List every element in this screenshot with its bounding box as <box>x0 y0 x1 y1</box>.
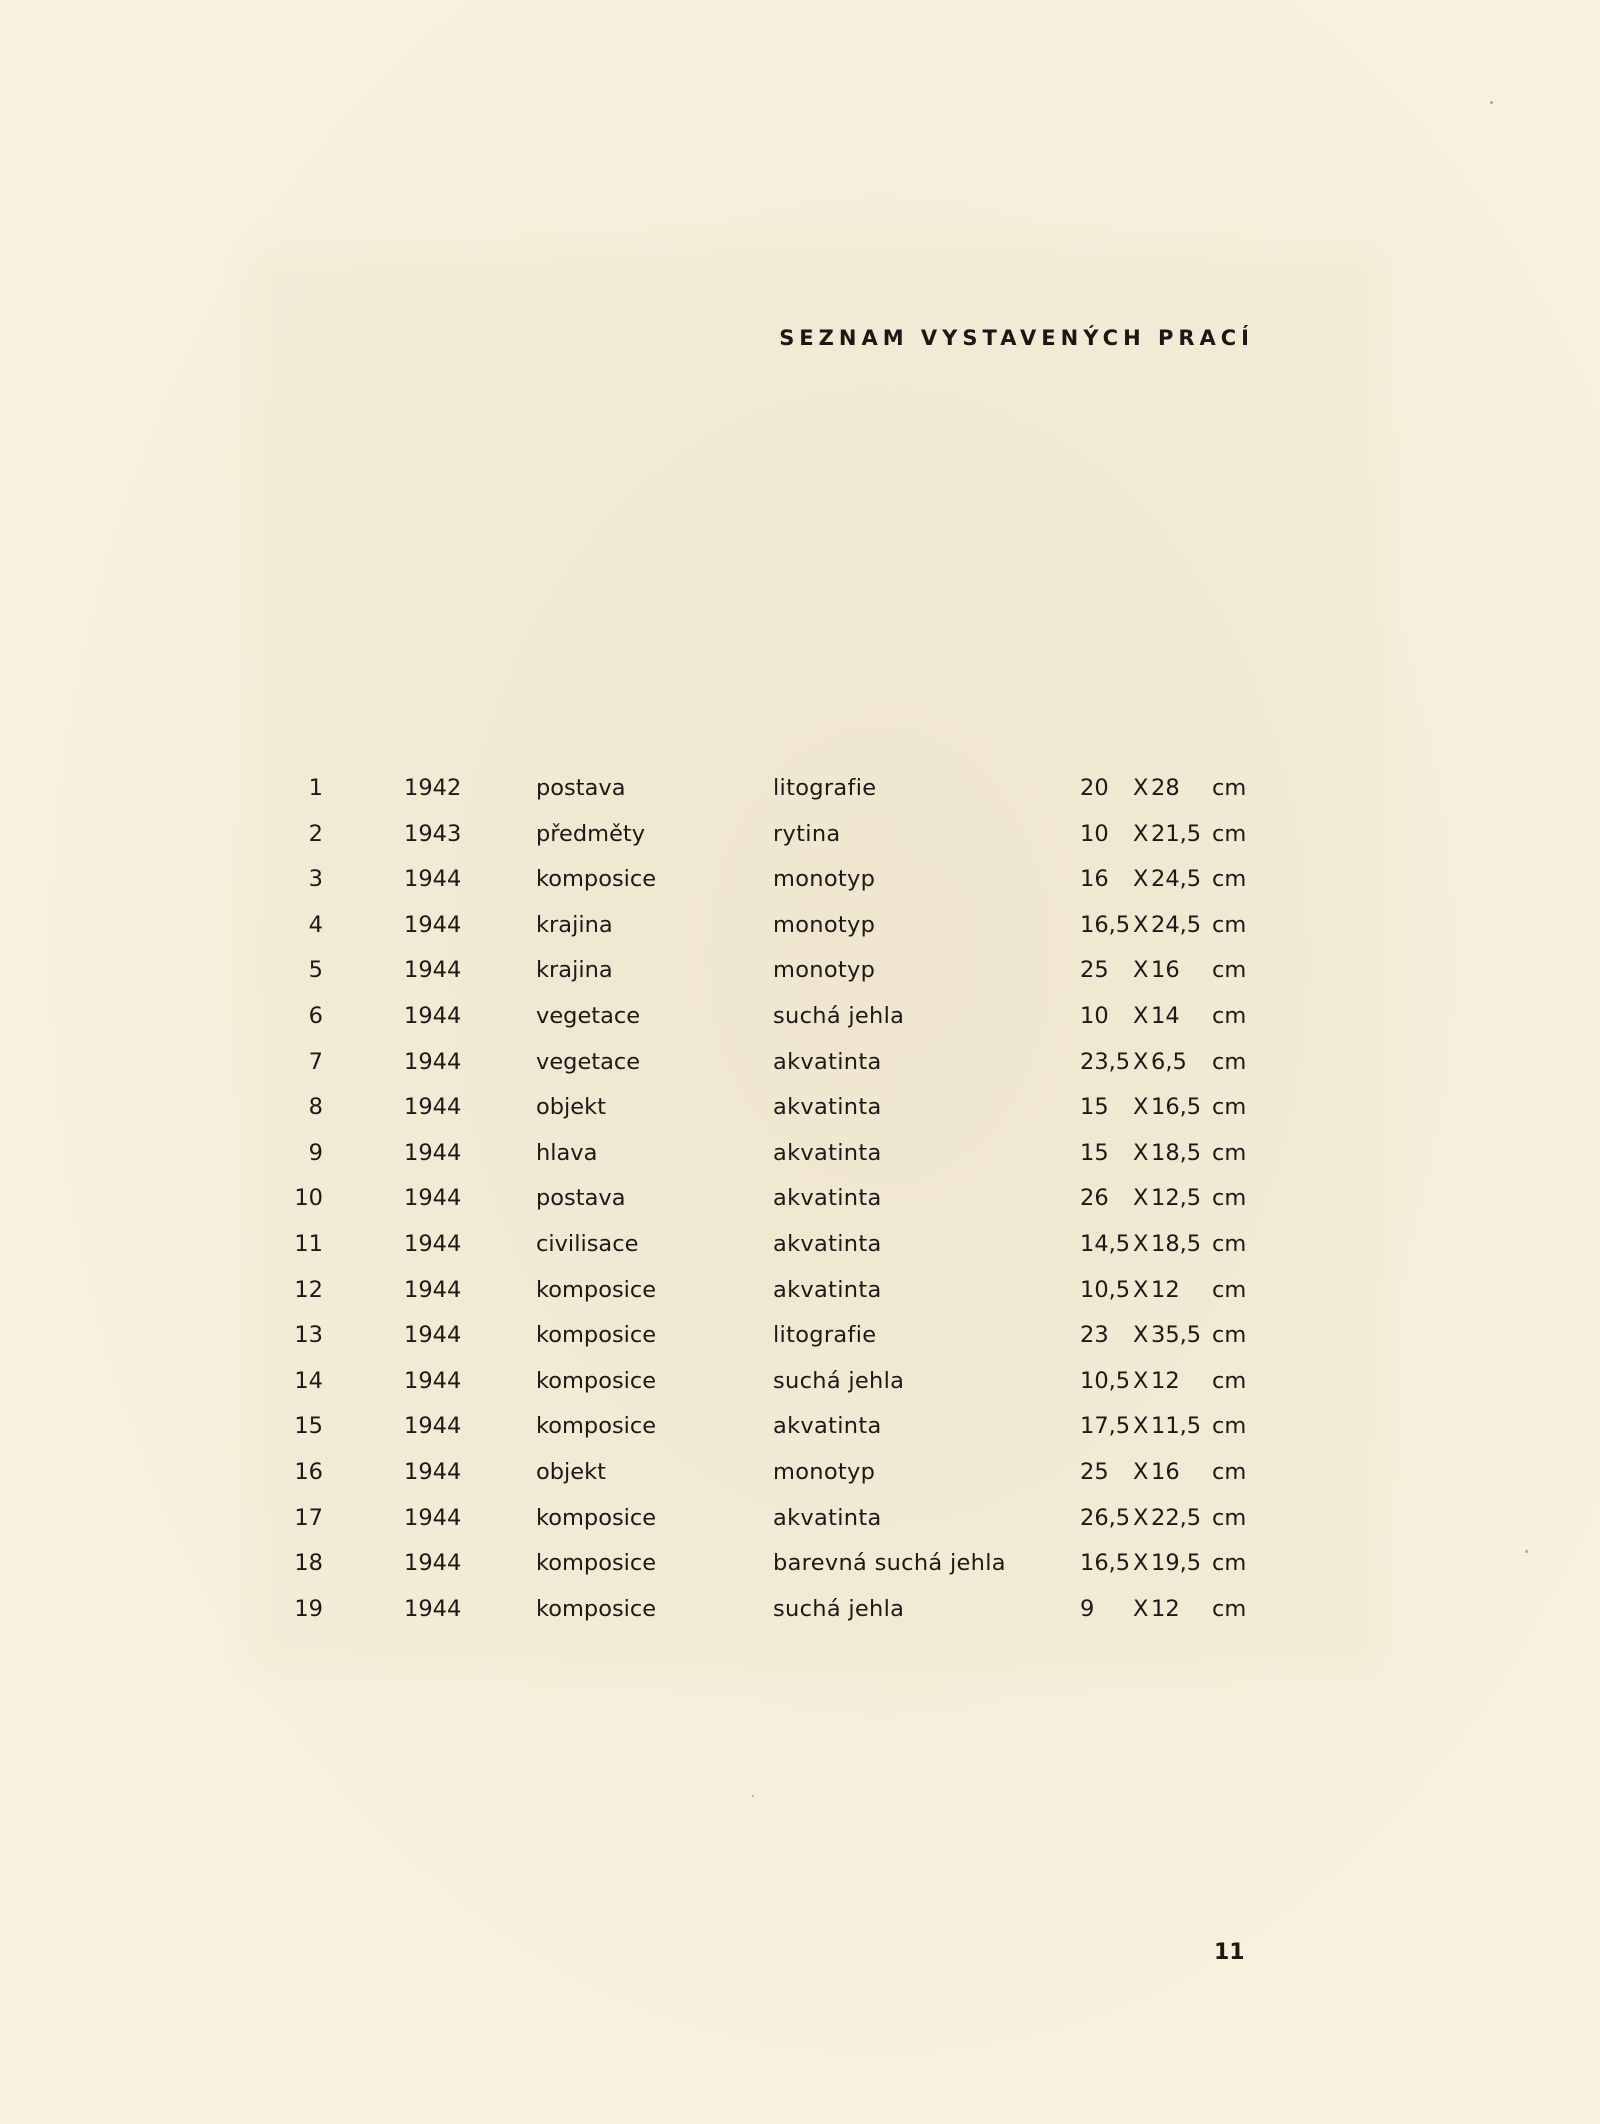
technique-cell: monotyp <box>773 866 876 893</box>
unit-cell: cm <box>1212 820 1247 847</box>
width-cell: 10 <box>1080 1002 1109 1029</box>
width-cell: 23,5 <box>1080 1048 1131 1075</box>
paper-speck <box>1490 101 1493 104</box>
table-row <box>0 994 1600 1040</box>
technique-cell: akvatinta <box>773 1276 882 1303</box>
subject-cell: krajina <box>536 911 613 938</box>
table-row <box>0 812 1600 858</box>
dimension-separator: X <box>1133 1094 1149 1121</box>
technique-cell: monotyp <box>773 911 876 938</box>
unit-cell: cm <box>1212 1550 1247 1577</box>
year-cell: 1944 <box>404 957 462 984</box>
page-title: SEZNAM VYSTAVENÝCH PRACÍ <box>779 326 1254 350</box>
table-row <box>0 1313 1600 1359</box>
dimension-separator: X <box>1133 1139 1149 1166</box>
height-cell: 14 <box>1151 1002 1180 1029</box>
width-cell: 25 <box>1080 1458 1109 1485</box>
unit-cell: cm <box>1212 1276 1247 1303</box>
width-cell: 16,5 <box>1080 1550 1131 1577</box>
technique-cell: akvatinta <box>773 1504 882 1531</box>
catalog-number: 4 <box>308 911 323 938</box>
width-cell: 16,5 <box>1080 911 1131 938</box>
unit-cell: cm <box>1212 1139 1247 1166</box>
table-row <box>0 1496 1600 1542</box>
dimension-separator: X <box>1133 820 1149 847</box>
paper-speck <box>752 1795 754 1797</box>
year-cell: 1944 <box>404 1094 462 1121</box>
dimension-separator: X <box>1133 1230 1149 1257</box>
year-cell: 1944 <box>404 1002 462 1029</box>
height-cell: 12 <box>1151 1367 1180 1394</box>
subject-cell: hlava <box>536 1139 598 1166</box>
unit-cell: cm <box>1212 1413 1247 1440</box>
unit-cell: cm <box>1212 866 1247 893</box>
subject-cell: vegetace <box>536 1002 641 1029</box>
subject-cell: objekt <box>536 1094 606 1121</box>
width-cell: 25 <box>1080 957 1109 984</box>
dimension-separator: X <box>1133 1595 1149 1622</box>
width-cell: 14,5 <box>1080 1230 1131 1257</box>
table-row <box>0 1222 1600 1268</box>
technique-cell: litografie <box>773 775 877 801</box>
catalog-number: 3 <box>308 866 323 893</box>
dimension-separator: X <box>1133 1185 1149 1212</box>
table-row <box>0 1359 1600 1405</box>
year-cell: 1944 <box>404 1504 462 1531</box>
width-cell: 15 <box>1080 1139 1109 1166</box>
unit-cell: cm <box>1212 1458 1247 1485</box>
width-cell: 10 <box>1080 820 1109 847</box>
technique-cell: rytina <box>773 820 841 847</box>
technique-cell: akvatinta <box>773 1185 882 1212</box>
unit-cell: cm <box>1212 957 1247 984</box>
height-cell: 18,5 <box>1151 1139 1202 1166</box>
catalog-number: 16 <box>294 1458 323 1485</box>
unit-cell: cm <box>1212 1504 1247 1531</box>
catalog-number: 5 <box>308 957 323 984</box>
table-row <box>0 1268 1600 1314</box>
technique-cell: barevná suchá jehla <box>773 1550 1006 1577</box>
year-cell: 1944 <box>404 1048 462 1075</box>
subject-cell: předměty <box>536 820 646 847</box>
height-cell: 12 <box>1151 1595 1180 1622</box>
catalog-number: 8 <box>308 1094 323 1121</box>
unit-cell: cm <box>1212 1094 1247 1121</box>
catalog-number: 18 <box>294 1550 323 1577</box>
subject-cell: postava <box>536 1185 626 1212</box>
height-cell: 18,5 <box>1151 1230 1202 1257</box>
subject-cell: civilisace <box>536 1230 639 1257</box>
height-cell: 35,5 <box>1151 1322 1202 1349</box>
year-cell: 1942 <box>404 775 462 801</box>
technique-cell: akvatinta <box>773 1048 882 1075</box>
subject-cell: krajina <box>536 957 613 984</box>
height-cell: 12 <box>1151 1276 1180 1303</box>
subject-cell: objekt <box>536 1458 606 1485</box>
height-cell: 6,5 <box>1151 1048 1187 1075</box>
technique-cell: akvatinta <box>773 1094 882 1121</box>
unit-cell: cm <box>1212 1367 1247 1394</box>
unit-cell: cm <box>1212 1048 1247 1075</box>
height-cell: 12,5 <box>1151 1185 1202 1212</box>
dimension-separator: X <box>1133 866 1149 893</box>
width-cell: 17,5 <box>1080 1413 1131 1440</box>
width-cell: 26 <box>1080 1185 1109 1212</box>
catalog-number: 12 <box>294 1276 323 1303</box>
width-cell: 23 <box>1080 1322 1109 1349</box>
dimension-separator: X <box>1133 1048 1149 1075</box>
table-row <box>0 948 1600 994</box>
height-cell: 28 <box>1151 775 1180 801</box>
year-cell: 1944 <box>404 1322 462 1349</box>
catalog-number: 10 <box>294 1185 323 1212</box>
subject-cell: komposice <box>536 1322 657 1349</box>
technique-cell: monotyp <box>773 1458 876 1485</box>
catalog-number: 11 <box>294 1230 323 1257</box>
dimension-separator: X <box>1133 775 1149 801</box>
table-row <box>0 1085 1600 1131</box>
page-number: 11 <box>1214 1940 1245 1965</box>
technique-cell: akvatinta <box>773 1139 882 1166</box>
table-row <box>0 766 1600 812</box>
unit-cell: cm <box>1212 1230 1247 1257</box>
table-row <box>0 1450 1600 1496</box>
subject-cell: komposice <box>536 1550 657 1577</box>
dimension-separator: X <box>1133 1002 1149 1029</box>
technique-cell: suchá jehla <box>773 1002 905 1029</box>
year-cell: 1944 <box>404 866 462 893</box>
year-cell: 1944 <box>404 911 462 938</box>
height-cell: 24,5 <box>1151 911 1202 938</box>
unit-cell: cm <box>1212 1185 1247 1212</box>
catalog-number: 19 <box>294 1595 323 1622</box>
table-row <box>0 1541 1600 1587</box>
height-cell: 16,5 <box>1151 1094 1202 1121</box>
catalog-number: 2 <box>308 820 323 847</box>
height-cell: 21,5 <box>1151 820 1202 847</box>
width-cell: 20 <box>1080 775 1109 801</box>
subject-cell: komposice <box>536 1413 657 1440</box>
table-row <box>0 1176 1600 1222</box>
technique-cell: akvatinta <box>773 1230 882 1257</box>
unit-cell: cm <box>1212 911 1247 938</box>
dimension-separator: X <box>1133 957 1149 984</box>
subject-cell: komposice <box>536 1276 657 1303</box>
dimension-separator: X <box>1133 1458 1149 1485</box>
height-cell: 11,5 <box>1151 1413 1202 1440</box>
year-cell: 1944 <box>404 1185 462 1212</box>
catalog-number: 15 <box>294 1413 323 1440</box>
subject-cell: komposice <box>536 1595 657 1622</box>
dimension-separator: X <box>1133 1504 1149 1531</box>
width-cell: 15 <box>1080 1094 1109 1121</box>
table-row <box>0 1040 1600 1086</box>
dimension-separator: X <box>1133 1550 1149 1577</box>
year-cell: 1944 <box>404 1595 462 1622</box>
width-cell: 10,5 <box>1080 1276 1131 1303</box>
width-cell: 26,5 <box>1080 1504 1131 1531</box>
height-cell: 19,5 <box>1151 1550 1202 1577</box>
unit-cell: cm <box>1212 775 1247 801</box>
technique-cell: monotyp <box>773 957 876 984</box>
year-cell: 1944 <box>404 1458 462 1485</box>
subject-cell: vegetace <box>536 1048 641 1075</box>
subject-cell: komposice <box>536 1504 657 1531</box>
catalog-number: 17 <box>294 1504 323 1531</box>
year-cell: 1944 <box>404 1230 462 1257</box>
table-row <box>0 1587 1600 1633</box>
year-cell: 1944 <box>404 1550 462 1577</box>
catalog-number: 7 <box>308 1048 323 1075</box>
height-cell: 16 <box>1151 1458 1180 1485</box>
subject-cell: postava <box>536 775 626 801</box>
subject-cell: komposice <box>536 1367 657 1394</box>
year-cell: 1944 <box>404 1413 462 1440</box>
technique-cell: suchá jehla <box>773 1367 905 1394</box>
dimension-separator: X <box>1133 911 1149 938</box>
height-cell: 24,5 <box>1151 866 1202 893</box>
works-table <box>0 766 1600 1632</box>
catalog-number: 14 <box>294 1367 323 1394</box>
technique-cell: suchá jehla <box>773 1595 905 1622</box>
catalog-number: 6 <box>308 1002 323 1029</box>
dimension-separator: X <box>1133 1322 1149 1349</box>
width-cell: 16 <box>1080 866 1109 893</box>
catalog-number: 9 <box>308 1139 323 1166</box>
unit-cell: cm <box>1212 1595 1247 1622</box>
year-cell: 1943 <box>404 820 462 847</box>
year-cell: 1944 <box>404 1367 462 1394</box>
dimension-separator: X <box>1133 1276 1149 1303</box>
table-row <box>0 1131 1600 1177</box>
catalog-number: 13 <box>294 1322 323 1349</box>
table-row <box>0 903 1600 949</box>
unit-cell: cm <box>1212 1322 1247 1349</box>
dimension-separator: X <box>1133 1413 1149 1440</box>
dimension-separator: X <box>1133 1367 1149 1394</box>
table-row <box>0 857 1600 903</box>
width-cell: 9 <box>1080 1595 1095 1622</box>
width-cell: 10,5 <box>1080 1367 1131 1394</box>
year-cell: 1944 <box>404 1276 462 1303</box>
table-row <box>0 1404 1600 1450</box>
subject-cell: komposice <box>536 866 657 893</box>
height-cell: 22,5 <box>1151 1504 1202 1531</box>
year-cell: 1944 <box>404 1139 462 1166</box>
technique-cell: litografie <box>773 1322 877 1349</box>
catalog-number: 1 <box>308 775 323 801</box>
technique-cell: akvatinta <box>773 1413 882 1440</box>
unit-cell: cm <box>1212 1002 1247 1029</box>
height-cell: 16 <box>1151 957 1180 984</box>
